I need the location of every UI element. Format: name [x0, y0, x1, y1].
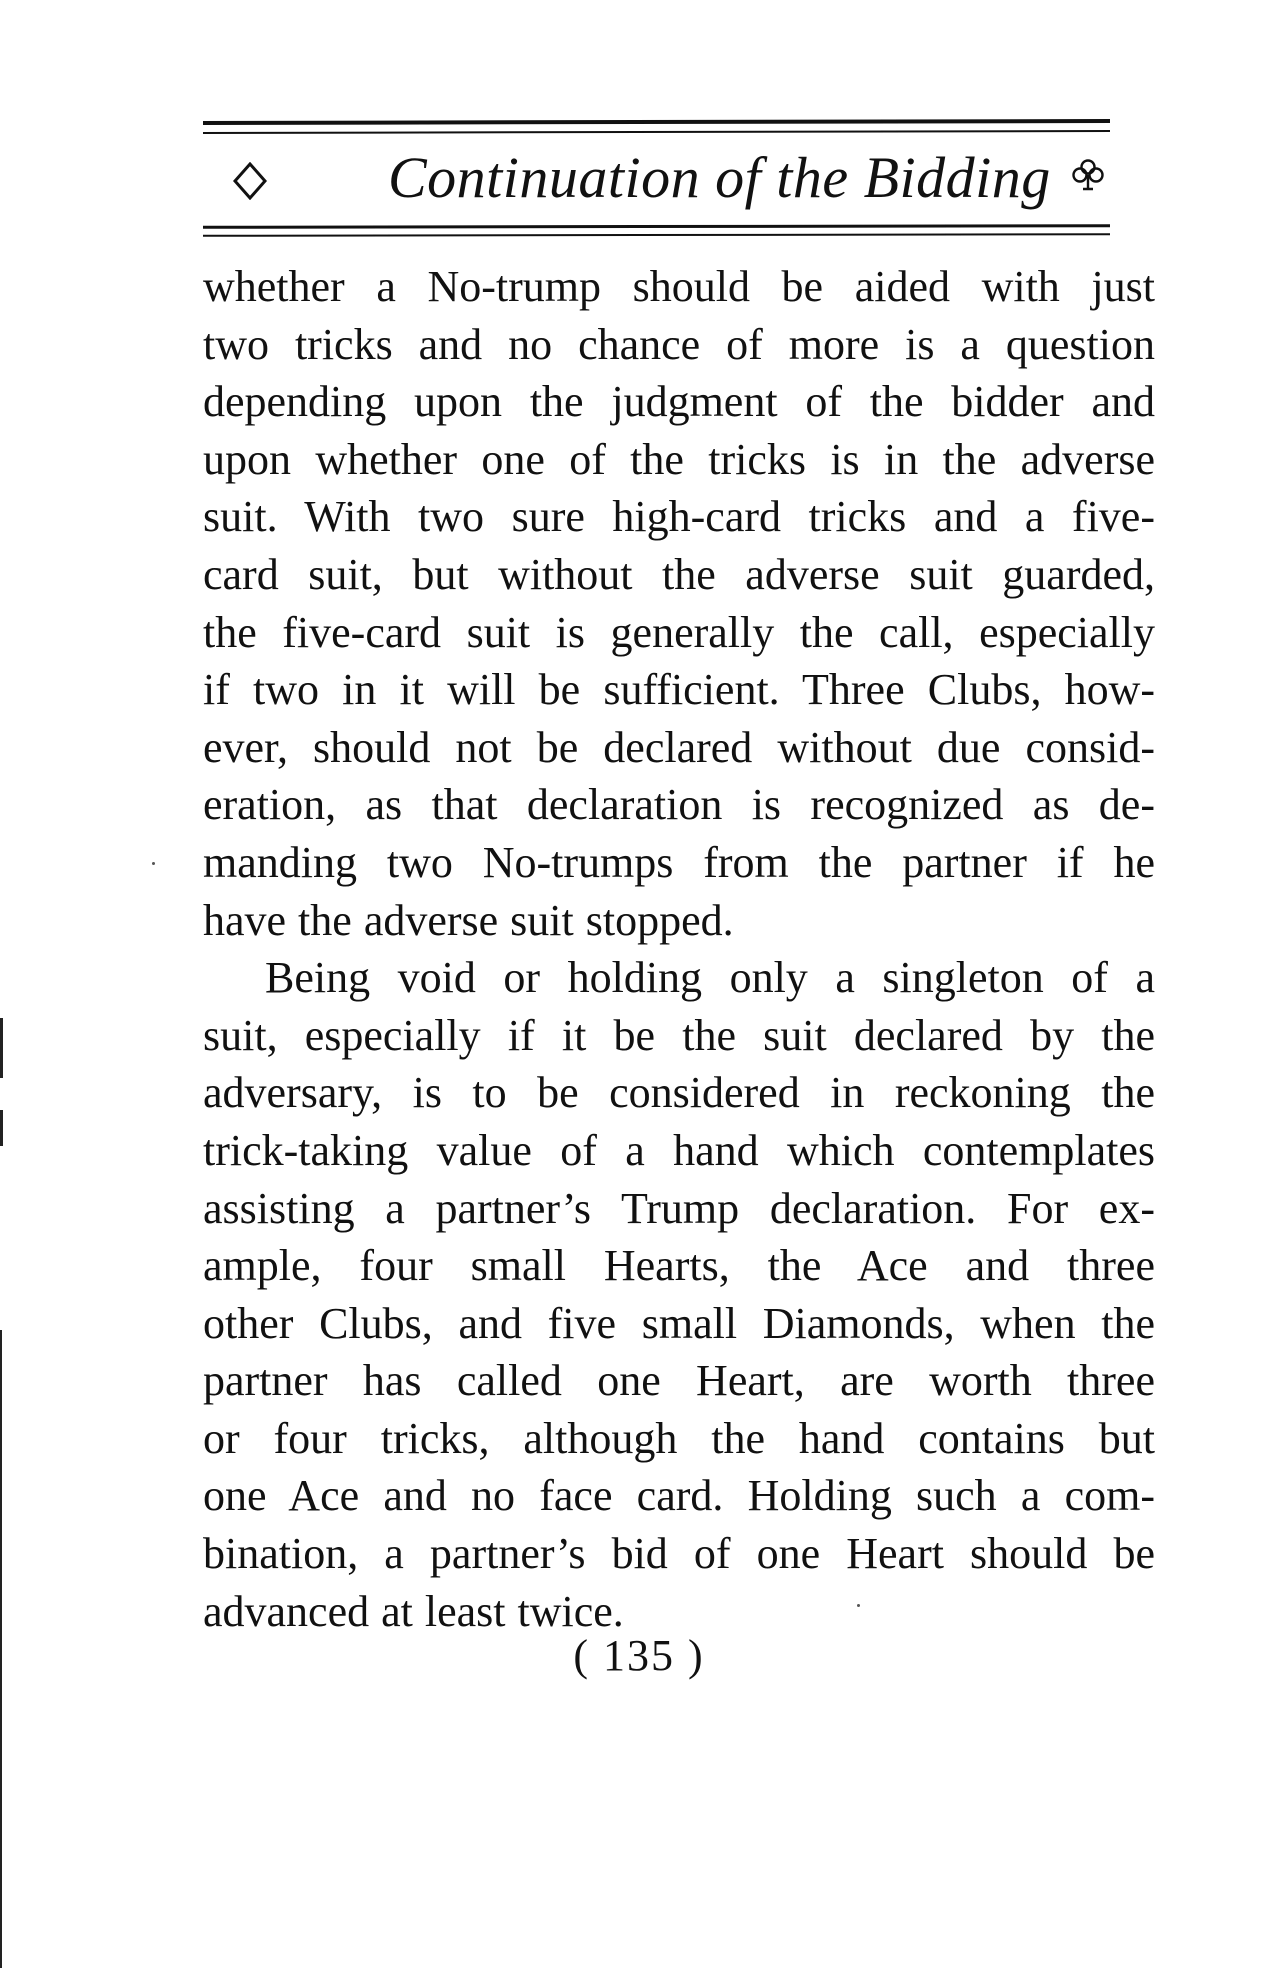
- text-line: suit. With two sure high-card tricks and a five-: [203, 492, 1155, 542]
- scan-edge-mark: [0, 1018, 3, 1078]
- text-line: ample, four small Hearts, the Ace and three: [203, 1241, 1155, 1291]
- page-title: Continuation of the Bidding: [388, 145, 1051, 210]
- text-line: Being void or holding only a singleton of a: [265, 953, 1155, 1003]
- header-rule-top: [203, 119, 1110, 125]
- header-rule-bottom: [203, 224, 1110, 229]
- paragraph-2: [203, 949, 1155, 1640]
- text-line: one Ace and no face card. Holding such a com-: [203, 1471, 1155, 1521]
- club-icon: [1071, 158, 1105, 192]
- diamond-icon: [231, 162, 269, 200]
- text-line: suit, especially if it be the suit declared by the: [203, 1010, 1155, 1060]
- text-line: bination, a partner’s bid of one Heart should be: [203, 1529, 1155, 1579]
- page-number: ( 135 ): [573, 1631, 705, 1680]
- scan-edge-mark: [0, 1110, 3, 1146]
- text-line: depending upon the judgment of the bidder and: [203, 377, 1155, 427]
- text-line: trick-taking value of a hand which contemplates: [203, 1125, 1155, 1175]
- text-line: or four tricks, although the hand contains but: [203, 1413, 1155, 1463]
- header-rule-bottom-thin: [203, 233, 1110, 237]
- paragraph-1: [203, 258, 1155, 949]
- text-line: have the adverse suit stopped.: [203, 895, 734, 945]
- text-line: if two in it will be sufficient. Three Clubs, how-: [203, 665, 1155, 715]
- text-line: advanced at least twice.: [203, 1586, 624, 1636]
- body-text: [203, 258, 1155, 1640]
- text-line: upon whether one of the tricks is in the adverse: [203, 434, 1155, 484]
- text-line: partner has called one Heart, are worth three: [203, 1356, 1155, 1406]
- text-line: ever, should not be declared without due consid-: [203, 722, 1155, 772]
- text-line: eration, as that declaration is recognized as de-: [203, 780, 1155, 830]
- text-line: two tricks and no chance of more is a question: [203, 319, 1155, 369]
- scan-speck: [857, 1604, 860, 1607]
- text-line: adversary, is to be considered in reckoning the: [203, 1068, 1155, 1118]
- running-header: [203, 138, 1110, 222]
- text-line: the five-card suit is generally the call, especially: [203, 607, 1155, 657]
- scan-speck: [152, 862, 155, 865]
- header-rule-top-thin: [203, 130, 1110, 134]
- scan-edge-mark: [0, 1330, 2, 1968]
- text-line: other Clubs, and five small Diamonds, when the: [203, 1298, 1155, 1348]
- text-line: manding two No-trumps from the partner if he: [203, 837, 1155, 887]
- text-line: card suit, but without the adverse suit guarded,: [203, 549, 1155, 599]
- text-line: whether a No-trump should be aided with just: [203, 262, 1155, 311]
- text-line: assisting a partner’s Trump declaration. For ex-: [203, 1183, 1155, 1233]
